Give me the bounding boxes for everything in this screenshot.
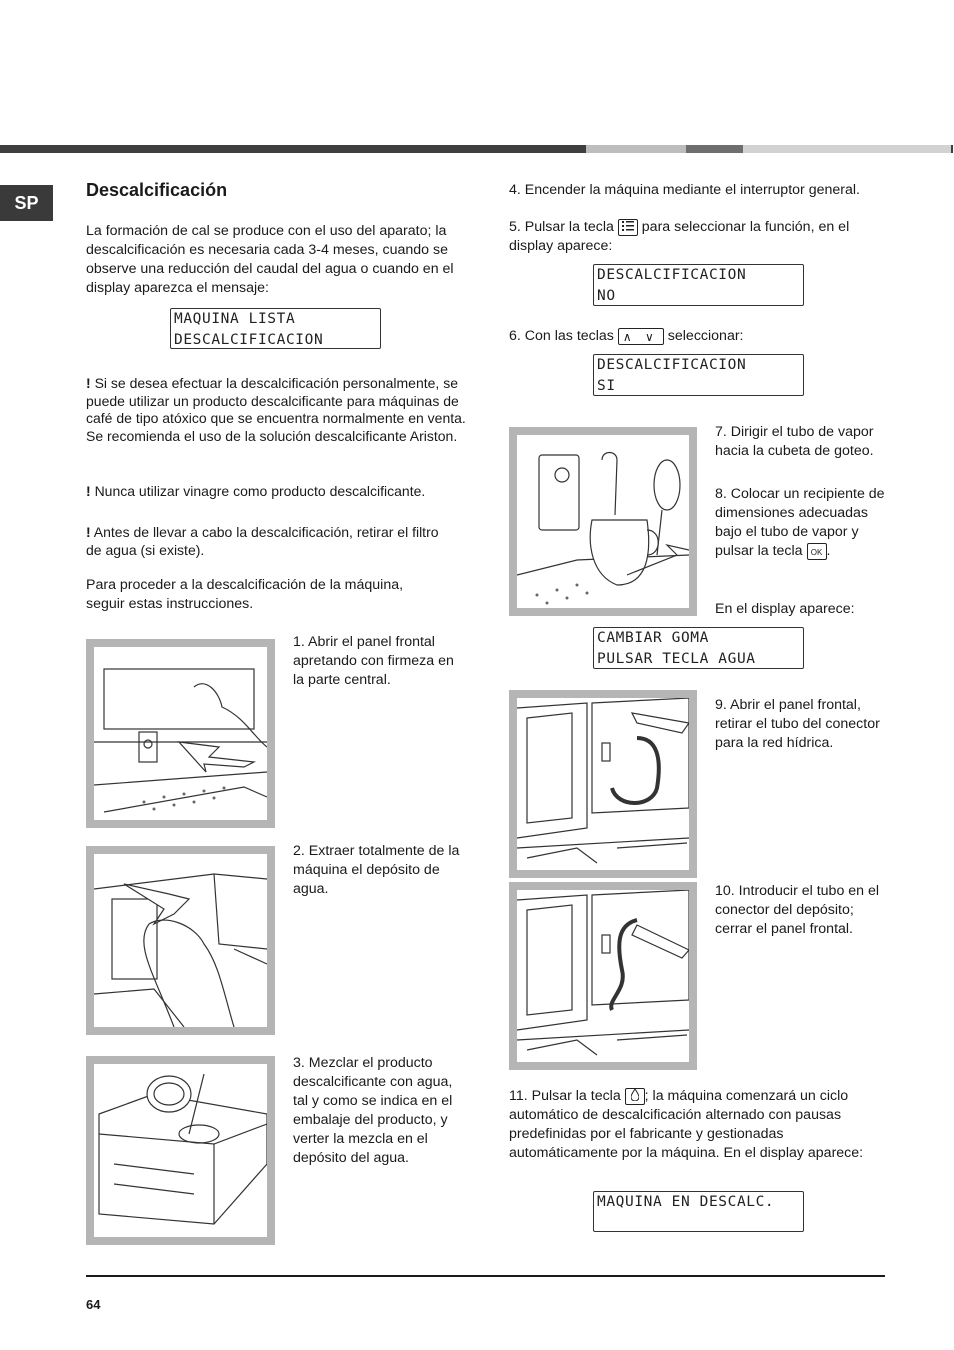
note-2 [86, 483, 476, 501]
display-line: PULSAR TECLA AGUA [597, 651, 756, 667]
water-drop-glyph [631, 1089, 639, 1101]
display-ready [170, 308, 381, 349]
figure-open-front-panel [86, 639, 275, 828]
display-line: DESCALCIFICACION [597, 267, 747, 283]
illustration-water-tank [94, 854, 267, 1027]
step-5 [509, 218, 894, 256]
note-1 [86, 375, 466, 445]
step-10: 10. Introducir el tubo en el conector del depósito; cerrar el panel frontal. [715, 883, 880, 937]
step-8-text: 8. Colocar un recipiente de dimensiones adecuadas bajo el tubo de vapor y pulsar la tecla [715, 486, 885, 559]
figure-insert-tube [509, 882, 697, 1070]
step-8-display-intro: En el display aparece: [715, 601, 855, 617]
illustration-remove-tube [517, 698, 689, 870]
header-bar-light [586, 145, 686, 153]
step-11 [509, 1087, 869, 1163]
display-maquina-en-descalc [593, 1191, 804, 1232]
step-3: 3. Mezclar el producto descalcificante con agua, tal y como se indica en el embalaje del producto, y verter la mezcla en el depósito del agua. [293, 1055, 453, 1166]
step-2: 2. Extraer totalmente de la máquina el depósito de agua. [293, 843, 460, 897]
note-3 [86, 524, 456, 559]
step-6-text-a: 6. Con las teclas [509, 328, 614, 344]
warning-mark: ! [86, 375, 91, 391]
note-3-text: Antes de llevar a cabo la descalcificación, retirar el filtro de agua (si existe). [86, 524, 439, 558]
water-drop-key-icon [625, 1088, 645, 1105]
note-1-text: Si se desea efectuar la descalcificación personalmente, se puede utilizar un producto descalcificante para máquinas de café de tipo atóxico que se encuentra normalmente en venta. Se recomienda el uso de la solución descalcificante Ariston. [86, 375, 466, 444]
figure-steam-tube-container [509, 427, 697, 616]
figure-remove-tube [509, 690, 697, 878]
display-cambiar-goma [593, 627, 804, 669]
step-4: 4. Encender la máquina mediante el interruptor general. [509, 182, 860, 198]
display-line: SI [597, 378, 616, 394]
figure-remove-water-tank [86, 846, 275, 1035]
menu-key-glyph [622, 220, 634, 231]
display-line: DESCALCIFICACION [597, 357, 747, 373]
illustration-open-panel [94, 647, 267, 820]
step-9: 9. Abrir el panel frontal, retirar el tubo del conector para la red hídrica. [715, 697, 880, 751]
display-line: MAQUINA EN DESCALC. [597, 1194, 775, 1210]
page-title: Descalcificación [86, 180, 228, 200]
display-descalcificacion-no [593, 264, 804, 306]
menu-key-icon [618, 219, 638, 236]
footer-rule [86, 1275, 885, 1277]
display-line: NO [597, 288, 616, 304]
display-line: DESCALCIFICACION [174, 332, 324, 348]
intro-text: La formación de cal se produce con el uso del aparato; la descalcificación es necesaria cada 3-4 meses, cuando se observe una reducción del caudal del agua o cuando en el display aparezca el mensaje: [86, 223, 454, 296]
step-1: 1. Abrir el panel frontal apretando con firmeza en la parte central. [293, 634, 454, 688]
step-6-text-b: seleccionar: [667, 328, 744, 344]
illustration-insert-tube [517, 890, 689, 1062]
display-line: CAMBIAR GOMA [597, 630, 709, 646]
note-2-text: Nunca utilizar vinagre como producto descalcificante. [94, 483, 426, 499]
display-descalcificacion-si [593, 354, 804, 396]
warning-mark: ! [86, 524, 91, 540]
step-11-text-a: 11. Pulsar la tecla [509, 1088, 621, 1104]
ok-key-icon: OK [807, 543, 827, 560]
step-5-text-a: 5. Pulsar la tecla [509, 219, 614, 235]
header-bar-dark [0, 145, 586, 153]
illustration-steam-tube [517, 435, 689, 608]
header-bar-end [951, 145, 953, 153]
step-8: 8. Colocar un recipiente de dimensiones adecuadas bajo el tubo de vapor y pulsar la tecla OK . [715, 486, 885, 559]
up-down-keys-icon: ∧ ∨ [618, 328, 664, 345]
display-line: MAQUINA LISTA [174, 311, 296, 327]
proceed-text: Para proceder a la descalcificación de la máquina, seguir estas instrucciones. [86, 577, 404, 612]
header-bar-light-2 [743, 145, 951, 153]
step-6 [509, 327, 894, 346]
illustration-pour [94, 1064, 267, 1237]
header-bar-mid [686, 145, 743, 153]
warning-mark: ! [86, 483, 91, 499]
language-tab: SP [0, 185, 53, 221]
figure-pour-descaler [86, 1056, 275, 1245]
step-11-text-b: ; la máquina comenzará un ciclo automático de descalcificación alternado con pausas predefinidas por el fabricante y gestionadas automáticamente por la máquina. En el display aparece: [509, 1088, 864, 1161]
step-5-text-b: para seleccionar la función, en el display aparece: [509, 219, 850, 254]
step-7: 7. Dirigir el tubo de vapor hacia la cubeta de goteo. [715, 424, 874, 459]
page-number: 64 [86, 1297, 101, 1312]
